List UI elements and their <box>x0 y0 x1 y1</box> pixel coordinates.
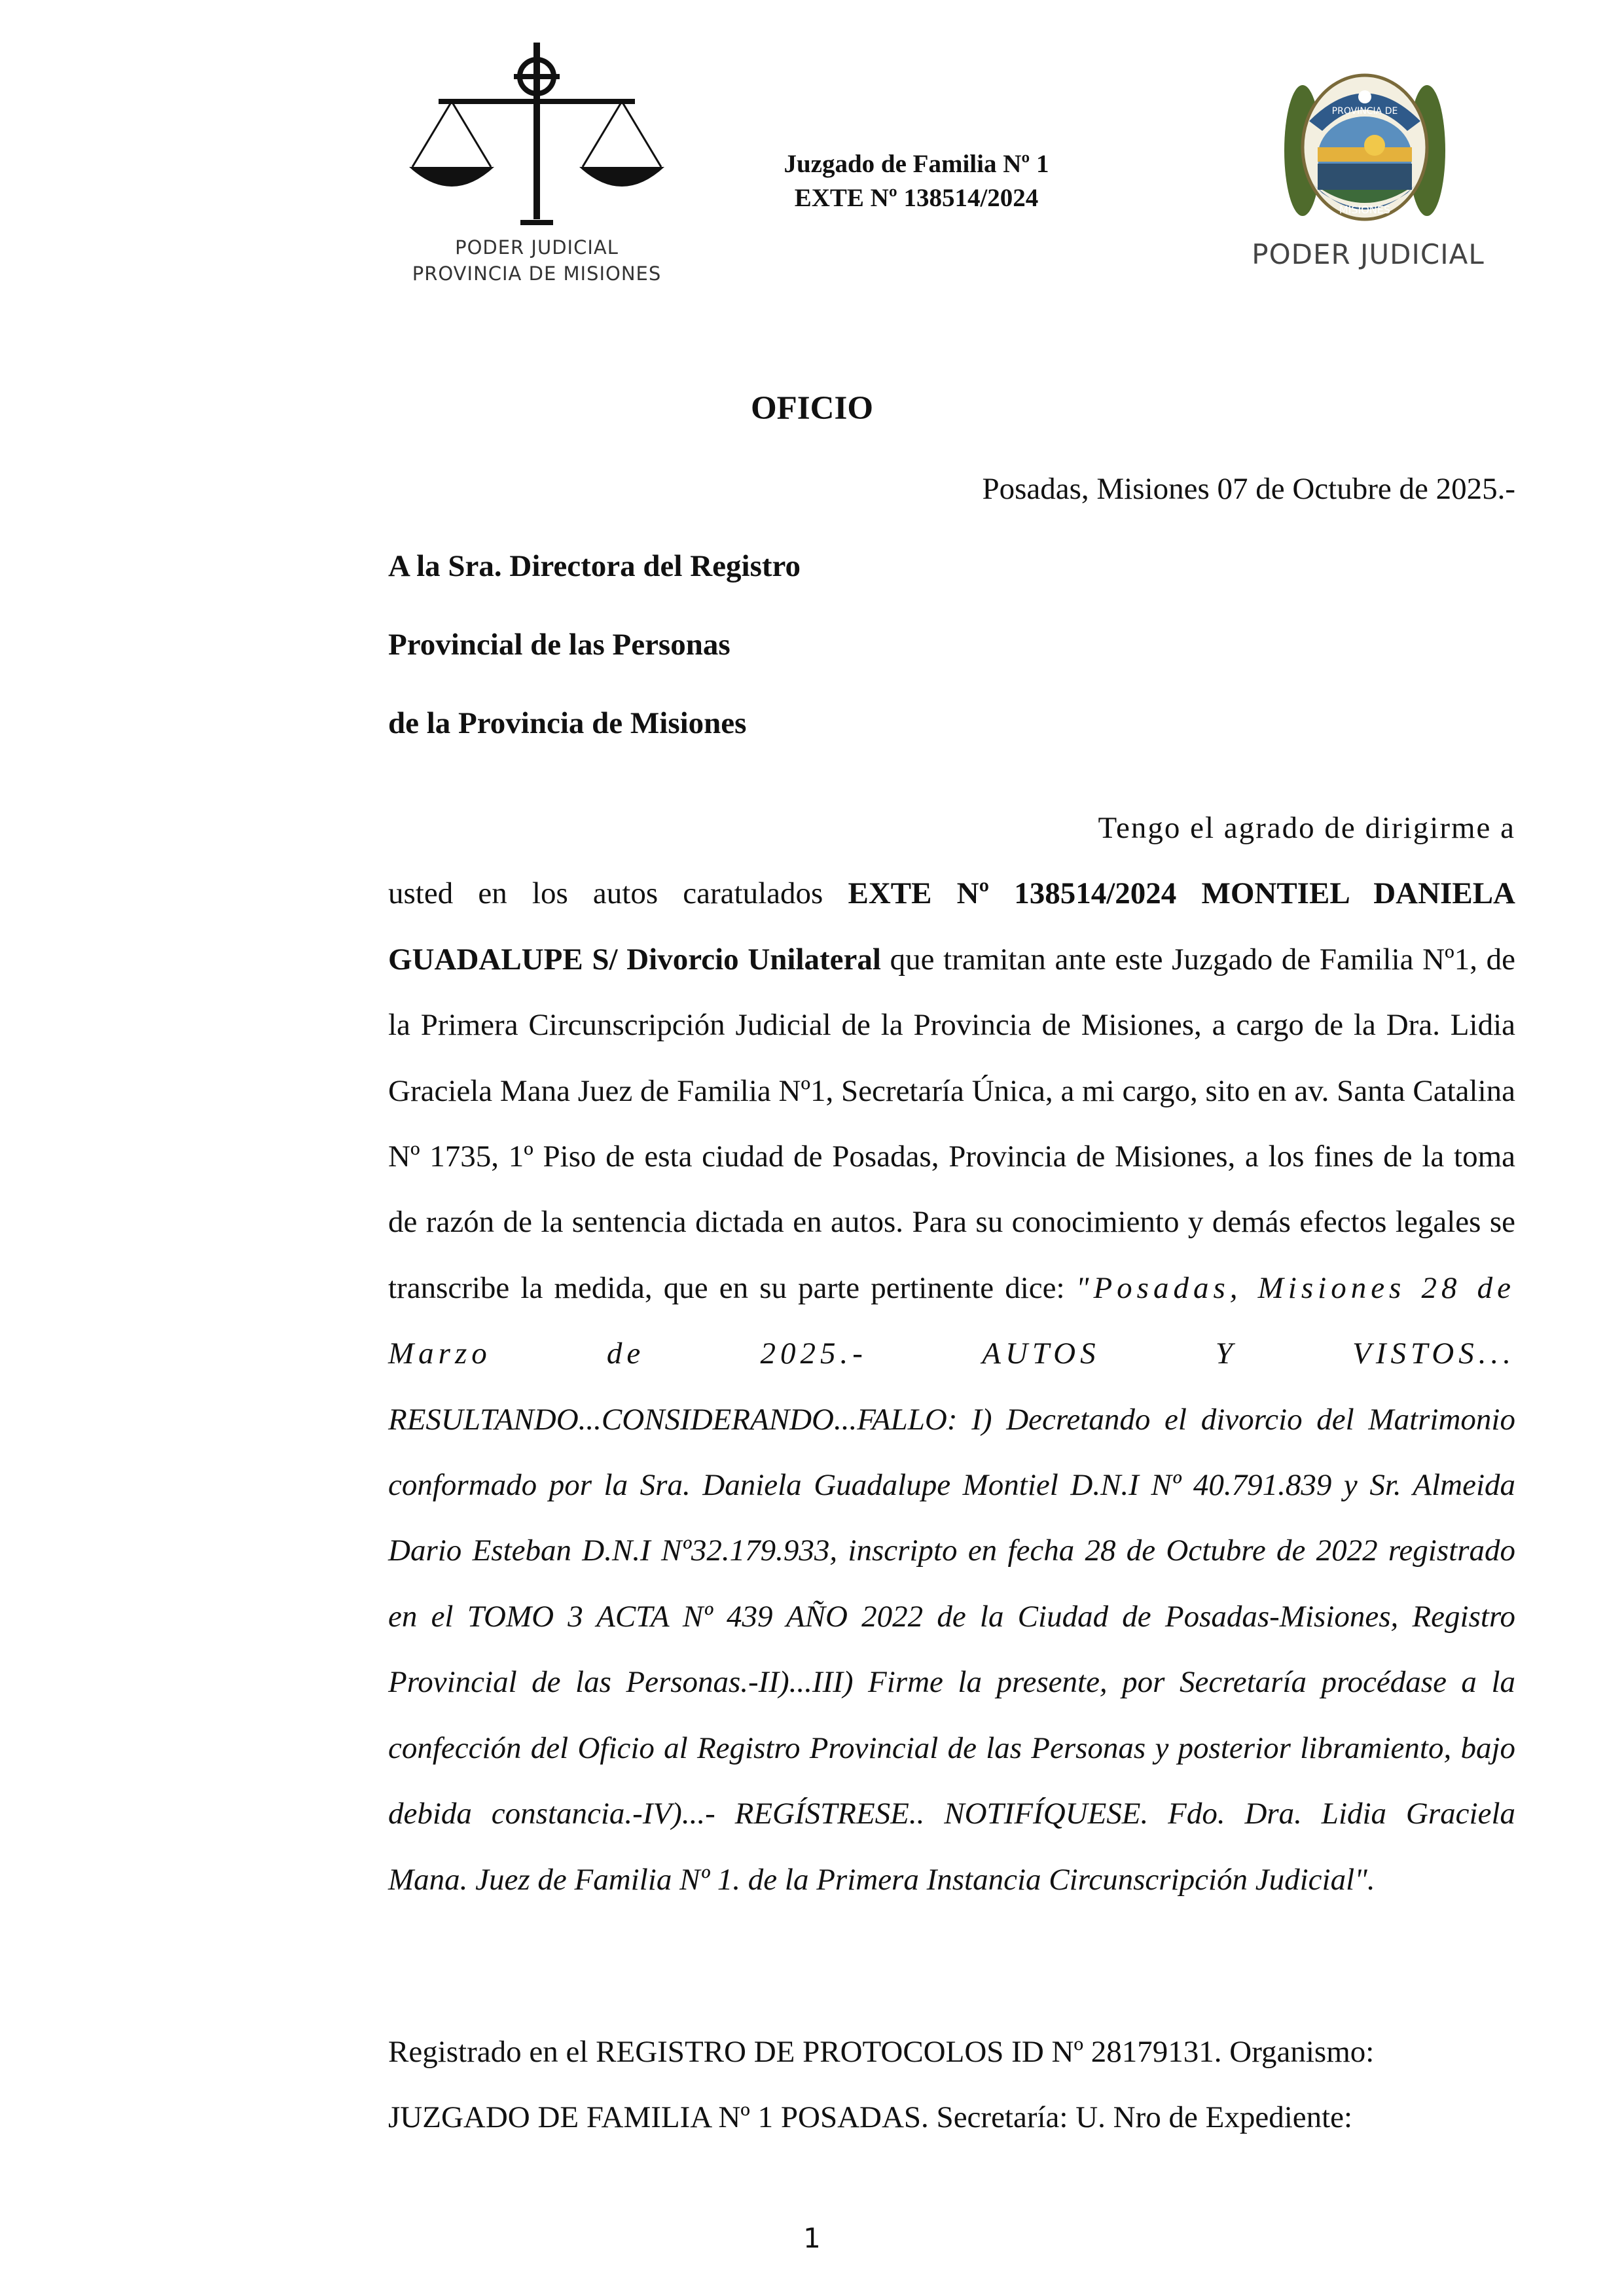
body-paragraph <box>388 861 1515 1912</box>
logo-left-line2: PROVINCIA DE MISIONES <box>412 262 662 285</box>
document-title: OFICIO <box>750 390 874 427</box>
quote-head: "Posadas, Misiones 28 de Marzo de 2025.- AUTOS Y VISTOS... <box>388 1270 1515 1371</box>
page-number: 1 <box>803 2222 821 2254</box>
court-name: Juzgado de Familia Nº 1 <box>784 150 1049 178</box>
seal-bottom-text: MISIONES <box>1339 204 1391 216</box>
body-p1b: que tramitan ante este Juzgado de Familia Nº1, de la Primera Circunscripción Judicial de la Provincia de Misiones, a cargo de la Dra. Lidia Graciela Mana Juez de Familia Nº1, Secretaría Única, a mi cargo, sito en av. Santa Catalina Nº 1735, 1º Piso de esta ciudad de Posadas, Provincia de Misiones, a los fines de la toma de razón de la sentencia dictada en autos. Para su conocimiento y demás efectos legales se transcribe la medida, que en su parte pertinente dice: <box>388 942 1515 1305</box>
provincia-misiones-seal-icon <box>1276 59 1453 236</box>
body-p1a: usted en los autos caratulados <box>388 876 848 911</box>
poder-judicial-logo-left <box>393 36 681 298</box>
seal-top-text: PROVINCIA DE <box>1331 106 1398 117</box>
logo-right-label: PODER JUDICIAL <box>1252 238 1485 270</box>
registro-protocolos <box>388 2019 1515 2150</box>
document-date: Posadas, Misiones 07 de Octubre de 2025.- <box>982 472 1515 506</box>
quote-rest: RESULTANDO...CONSIDERANDO...FALLO: I) Decretando el divorcio del Matrimonio conformado por la Sra. Daniela Guadalupe Montiel D.N.I Nº 40.791.839 y Sr. Almeida Dario Esteban D.N.I Nº32.179.933, inscripto en fecha 28 de Octubre de 2022 registrado en el TOMO 3 ACTA Nº 439 AÑO 2022 de la Ciudad de Posadas-Misiones, Registro Provincial de las Personas.-II)...III) Firme la presente, por Secretaría procédase a la confección del Oficio al Registro Provincial de las Personas y posterior libramiento, bajo debida constancia.-IV)...- REGÍSTRESE.. NOTIFÍQUESE. Fdo. Dra. Lidia Graciela Mana. Juez de Familia Nº 1. de la Primera Instancia Circunscripción Judicial". <box>388 1402 1515 1897</box>
scales-of-justice-icon <box>399 36 674 232</box>
addressee-line-2: Provincial de las Personas <box>388 628 731 662</box>
registro-line-1: Registrado en el REGISTRO DE PROTOCOLOS ID Nº 28179131. Organismo: <box>388 2035 1375 2069</box>
poder-judicial-logo-right <box>1231 59 1506 281</box>
court-header <box>720 147 1113 215</box>
body-intro: Tengo el agrado de dirigirme a <box>1098 811 1515 845</box>
case-number: EXTE Nº 138514/2024 <box>794 184 1039 212</box>
registro-line-2: JUZGADO DE FAMILIA Nº 1 POSADAS. Secretaría: U. Nro de Expediente: <box>388 2100 1353 2134</box>
case-caption: EXTE Nº 138514/2024 MONTIEL DANIELA GUADALUPE S/ Divorcio Unilateral <box>388 876 1515 977</box>
body-text <box>388 795 1515 1912</box>
addressee-line-1: A la Sra. Directora del Registro <box>388 549 801 583</box>
logo-left-line1: PODER JUDICIAL <box>455 236 619 259</box>
addressee-line-3: de la Provincia de Misiones <box>388 706 747 740</box>
